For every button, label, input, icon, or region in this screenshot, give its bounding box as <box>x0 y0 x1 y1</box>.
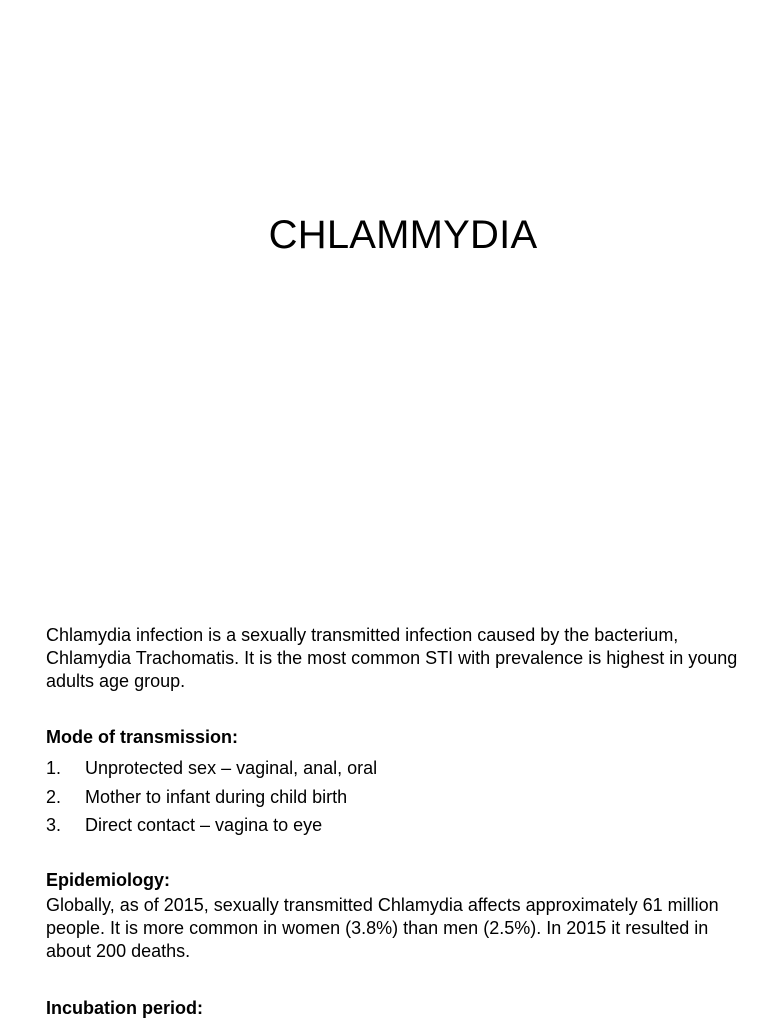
epidemiology-heading: Epidemiology: <box>46 870 171 890</box>
intro-paragraph: Chlamydia infection is a sexually transmitted infection caused by the bacterium, Chlamydia Trachomatis. It is the most common STI with prevalence is highest in young adults age group. <box>46 625 738 691</box>
transmission-list <box>46 754 377 840</box>
list-item-number: 3. <box>46 815 62 835</box>
list-item-number: 1. <box>46 758 62 778</box>
transmission-heading: Mode of transmission: <box>46 727 239 747</box>
list-item <box>46 783 377 812</box>
list-item <box>46 754 377 783</box>
document-title: CHLAMMYDIA <box>268 213 538 257</box>
list-item-number: 2. <box>46 786 62 807</box>
list-item-text: Unprotected sex – vaginal, anal, oral <box>85 758 378 778</box>
list-item-text: Mother to infant during child birth <box>85 786 348 807</box>
list-item <box>46 811 377 840</box>
list-item-text: Direct contact – vagina to eye <box>85 815 323 835</box>
incubation-heading: Incubation period: <box>46 998 203 1018</box>
epidemiology-paragraph: Globally, as of 2015, sexually transmitted Chlamydia affects approximately 61 million people. It is more common in women (3.8%) than men (2.5%). In 2015 it resulted in about 200 deaths. <box>46 895 719 961</box>
